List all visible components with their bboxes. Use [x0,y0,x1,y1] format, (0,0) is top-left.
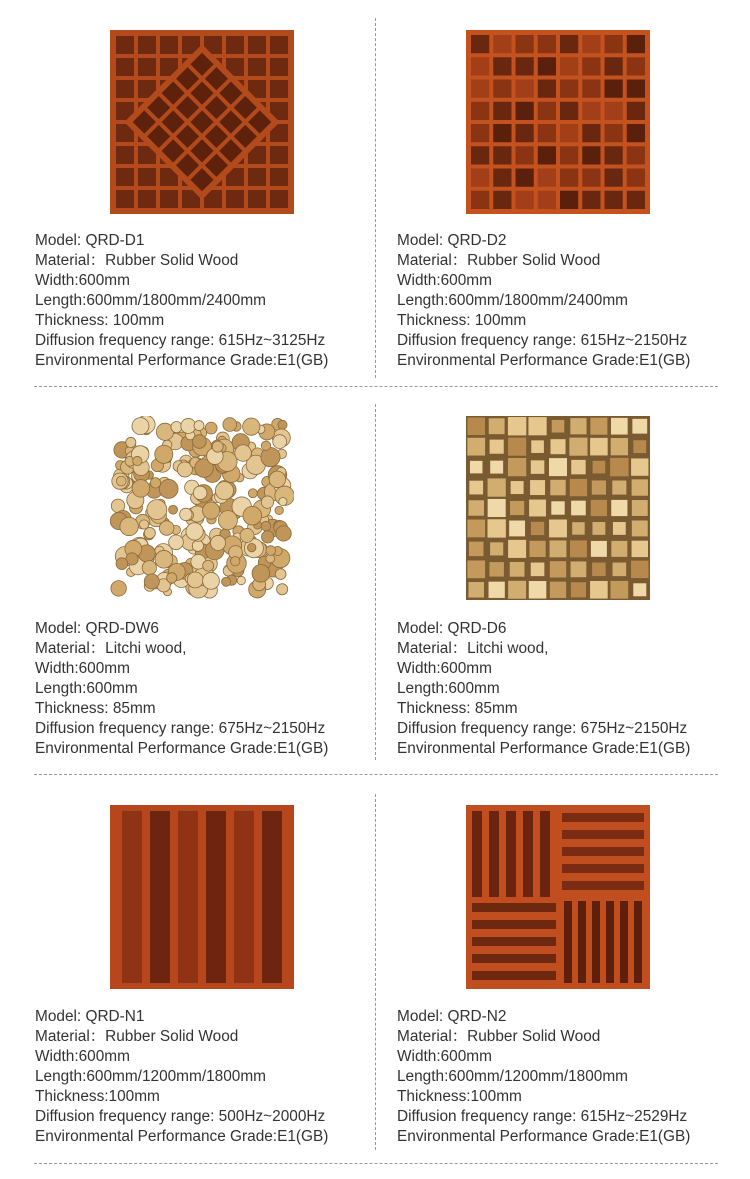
model-text: Model: QRD-N2 [397,1008,507,1025]
grade-text: Environmental Performance Grade:E1(GB) [397,1128,691,1145]
vertical-slot-diffuser-image [110,805,294,989]
material-text: Material：Rubber Solid Wood [397,1028,601,1045]
product-image-qrd-n2 [466,805,650,989]
grade-text: Environmental Performance Grade:E1(GB) [397,352,691,369]
width-text: Width:600mm [397,272,492,289]
row-divider-2 [34,774,718,775]
log-round-diffuser-image [110,416,294,600]
length-text: Length:600mm/1200mm/1800mm [397,1068,628,1085]
thickness-text: Thickness: 85mm [397,700,518,717]
model-text: Model: QRD-D6 [397,620,507,637]
model-text: Model: QRD-N1 [35,1008,145,1025]
width-text: Width:600mm [397,660,492,677]
diamond-grid-diffuser-image [110,30,294,214]
material-text: Material：Rubber Solid Wood [35,252,239,269]
product-image-qrd-dw6 [110,416,294,600]
width-text: Width:600mm [35,1048,130,1065]
product-image-qrd-d6 [466,416,650,600]
grade-text: Environmental Performance Grade:E1(GB) [35,352,329,369]
length-text: Length:600mm/1800mm/2400mm [397,292,628,309]
product-image-qrd-d2 [466,30,650,214]
length-text: Length:600mm/1200mm/1800mm [35,1068,266,1085]
frequency-text: Diffusion frequency range: 675Hz~2150Hz [35,720,326,737]
width-text: Width:600mm [35,272,130,289]
length-text: Length:600mm [397,680,500,697]
row-divider-3 [34,1163,718,1164]
grade-text: Environmental Performance Grade:E1(GB) [35,1128,329,1145]
frequency-text: Diffusion frequency range: 615Hz~2150Hz [397,332,688,349]
frequency-text: Diffusion frequency range: 675Hz~2150Hz [397,720,688,737]
width-text: Width:600mm [35,660,130,677]
thickness-text: Thickness: 85mm [35,700,156,717]
length-text: Length:600mm [35,680,138,697]
material-text: Material：Litchi wood, [35,640,187,657]
mixed-slot-diffuser-image [466,805,650,989]
length-text: Length:600mm/1800mm/2400mm [35,292,266,309]
material-text: Material：Litchi wood, [397,640,549,657]
product-image-qrd-n1 [110,805,294,989]
model-text: Model: QRD-D2 [397,232,507,249]
square-grid-diffuser-image [466,30,650,214]
frequency-text: Diffusion frequency range: 615Hz~2529Hz [397,1108,688,1125]
width-text: Width:600mm [397,1048,492,1065]
model-text: Model: QRD-DW6 [35,620,159,637]
material-text: Material：Rubber Solid Wood [35,1028,239,1045]
product-image-qrd-d1 [110,30,294,214]
material-text: Material：Rubber Solid Wood [397,252,601,269]
thickness-text: Thickness:100mm [35,1088,160,1105]
grade-text: Environmental Performance Grade:E1(GB) [397,740,691,757]
block-cube-diffuser-image [466,416,650,600]
thickness-text: Thickness:100mm [397,1088,522,1105]
row-divider-1 [34,386,718,387]
thickness-text: Thickness: 100mm [397,312,527,329]
grade-text: Environmental Performance Grade:E1(GB) [35,740,329,757]
thickness-text: Thickness: 100mm [35,312,165,329]
frequency-text: Diffusion frequency range: 615Hz~3125Hz [35,332,326,349]
frequency-text: Diffusion frequency range: 500Hz~2000Hz [35,1108,326,1125]
model-text: Model: QRD-D1 [35,232,145,249]
